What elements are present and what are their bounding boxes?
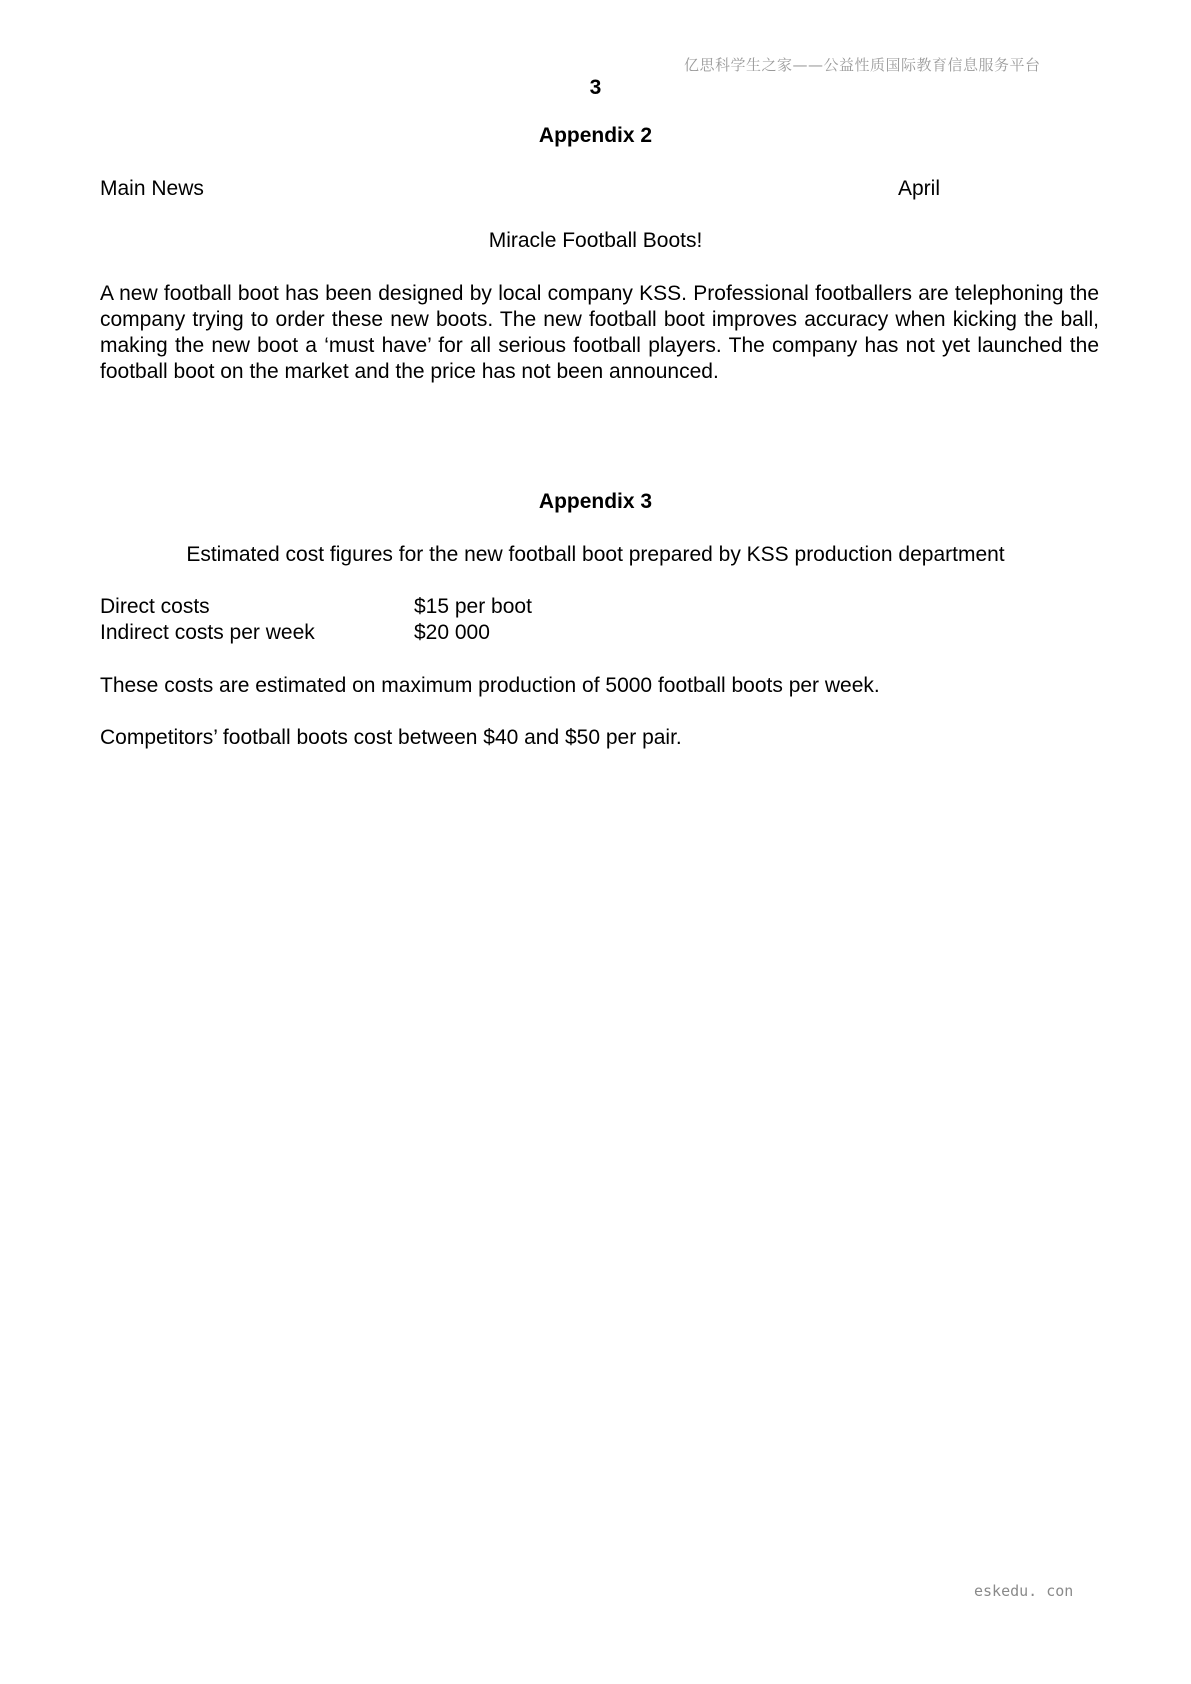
cost-value: $20 000 [414, 621, 490, 644]
watermark-header: 亿思科学生之家——公益性质国际教育信息服务平台 [684, 56, 1041, 74]
cost-row-indirect [100, 620, 532, 646]
production-note: These costs are estimated on maximum production of 5000 football boots per week. [100, 674, 880, 697]
appendix-3-heading: Appendix 3 [538, 490, 653, 513]
article-body: A new football boot has been designed by local company KSS. Professional footballers are telephoning the company trying to order these new boots. The new football boot improves accuracy when kicking the ball, making the new boot a ‘must have’ for all serious football players. The company has not yet launched the football boot on the market and the price has not been announced. [100, 282, 1099, 383]
competitor-price-note: Competitors’ football boots cost between $40 and $50 per pair. [100, 726, 682, 749]
article-title: Miracle Football Boots! [488, 229, 703, 252]
page-number: 3 [589, 76, 602, 99]
news-section-label: Main News [100, 177, 204, 200]
cost-label: Direct costs [100, 595, 210, 618]
cost-row-direct [100, 594, 532, 620]
appendix-2-heading: Appendix 2 [538, 124, 653, 147]
news-month-label: April [898, 177, 941, 200]
cost-table-caption: Estimated cost figures for the new football boot prepared by KSS production department [186, 543, 1005, 566]
watermark-footer: eskedu. con [974, 1582, 1074, 1600]
cost-value: $15 per boot [414, 595, 532, 618]
cost-table [100, 594, 532, 646]
cost-label: Indirect costs per week [100, 621, 315, 644]
